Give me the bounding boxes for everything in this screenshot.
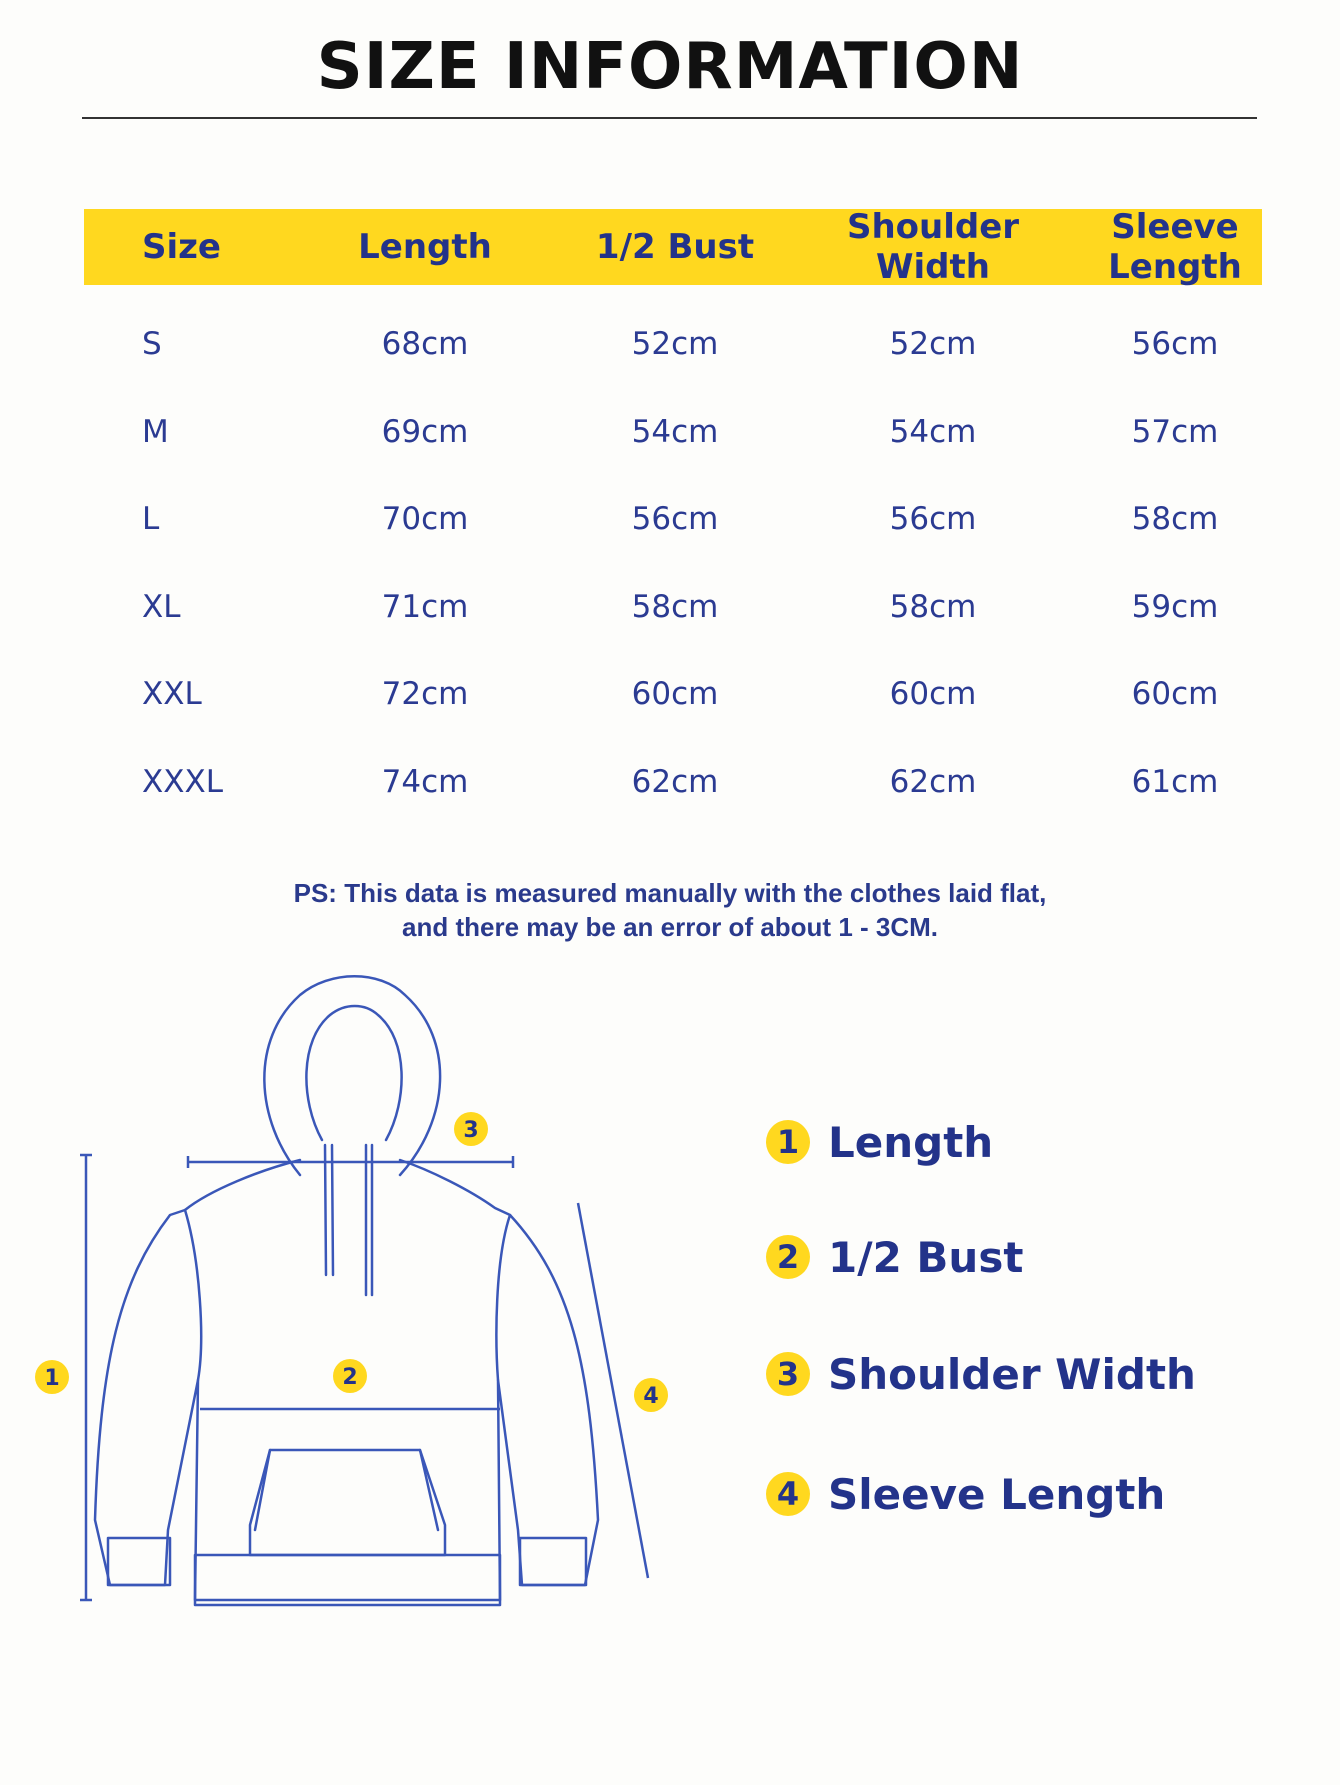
legend-number-badge: 3 — [766, 1352, 810, 1396]
marker-4: 4 — [643, 1384, 659, 1409]
size-label: L — [142, 501, 160, 537]
measurement-note — [0, 876, 1340, 944]
table-cell: 56cm — [889, 501, 977, 537]
size-label: XXXL — [142, 763, 223, 800]
legend-label: 1/2 Bust — [828, 1232, 1024, 1282]
table-cell: 70cm — [381, 501, 469, 537]
kangaroo-pocket — [250, 1450, 445, 1555]
size-label: S — [142, 326, 162, 362]
table-cell: 59cm — [1131, 588, 1219, 625]
legend-item — [766, 1227, 1023, 1287]
title-divider — [82, 117, 1257, 119]
table-cell: 62cm — [631, 763, 719, 800]
column-header: Sleeve Length — [1108, 207, 1242, 287]
table-cell: 71cm — [381, 588, 469, 625]
table-cell: 68cm — [381, 326, 469, 362]
hood-inner — [306, 1006, 401, 1140]
legend-item — [766, 1344, 1196, 1404]
size-label: XXL — [142, 676, 202, 712]
legend-number-badge: 4 — [766, 1472, 810, 1516]
legend-label: Sleeve Length — [828, 1469, 1166, 1519]
table-cell: 60cm — [1131, 676, 1219, 712]
table-cell: 72cm — [381, 676, 469, 712]
table-cell: 74cm — [381, 763, 469, 800]
table-cell: 56cm — [631, 501, 719, 537]
page-title: SIZE INFORMATION — [316, 30, 1024, 104]
table-cell: 54cm — [889, 413, 977, 450]
table-cell: 56cm — [1131, 326, 1219, 362]
legend-number-badge: 2 — [766, 1235, 810, 1279]
marker-2: 2 — [342, 1365, 358, 1390]
hem — [195, 1555, 500, 1605]
table-cell: 69cm — [381, 413, 469, 450]
table-cell: 52cm — [631, 326, 719, 362]
table-cell: 62cm — [889, 763, 977, 800]
table-cell: 54cm — [631, 413, 719, 450]
note-line-2: and there may be an error of about 1 - 3CM. — [402, 912, 938, 942]
table-cell: 58cm — [889, 588, 977, 625]
column-header: Size — [142, 227, 221, 267]
legend-item — [766, 1112, 993, 1172]
legend-label: Shoulder Width — [828, 1349, 1196, 1399]
column-header: Shoulder Width — [846, 207, 1020, 287]
size-label: XL — [142, 588, 181, 625]
marker-3: 3 — [463, 1118, 479, 1143]
cuff-left — [108, 1538, 170, 1585]
column-header: Length — [358, 227, 492, 267]
hoodie-diagram — [0, 960, 720, 1620]
cuff-right — [520, 1538, 586, 1585]
legend-item — [766, 1464, 1165, 1524]
table-cell: 60cm — [889, 676, 977, 712]
column-header: 1/2 Bust — [595, 227, 755, 267]
table-cell: 52cm — [889, 326, 977, 362]
legend-label: Length — [828, 1117, 994, 1167]
drawstring-left — [325, 1145, 326, 1275]
table-cell: 58cm — [1131, 501, 1219, 537]
marker-1: 1 — [44, 1366, 60, 1391]
table-cell: 61cm — [1131, 763, 1219, 800]
note-line-1: PS: This data is measured manually with the clothes laid flat, — [293, 878, 1047, 908]
legend-number-badge: 1 — [766, 1120, 810, 1164]
size-label: M — [142, 413, 169, 450]
table-cell: 58cm — [631, 588, 719, 625]
table-cell: 60cm — [631, 676, 719, 712]
table-cell: 57cm — [1131, 413, 1219, 450]
